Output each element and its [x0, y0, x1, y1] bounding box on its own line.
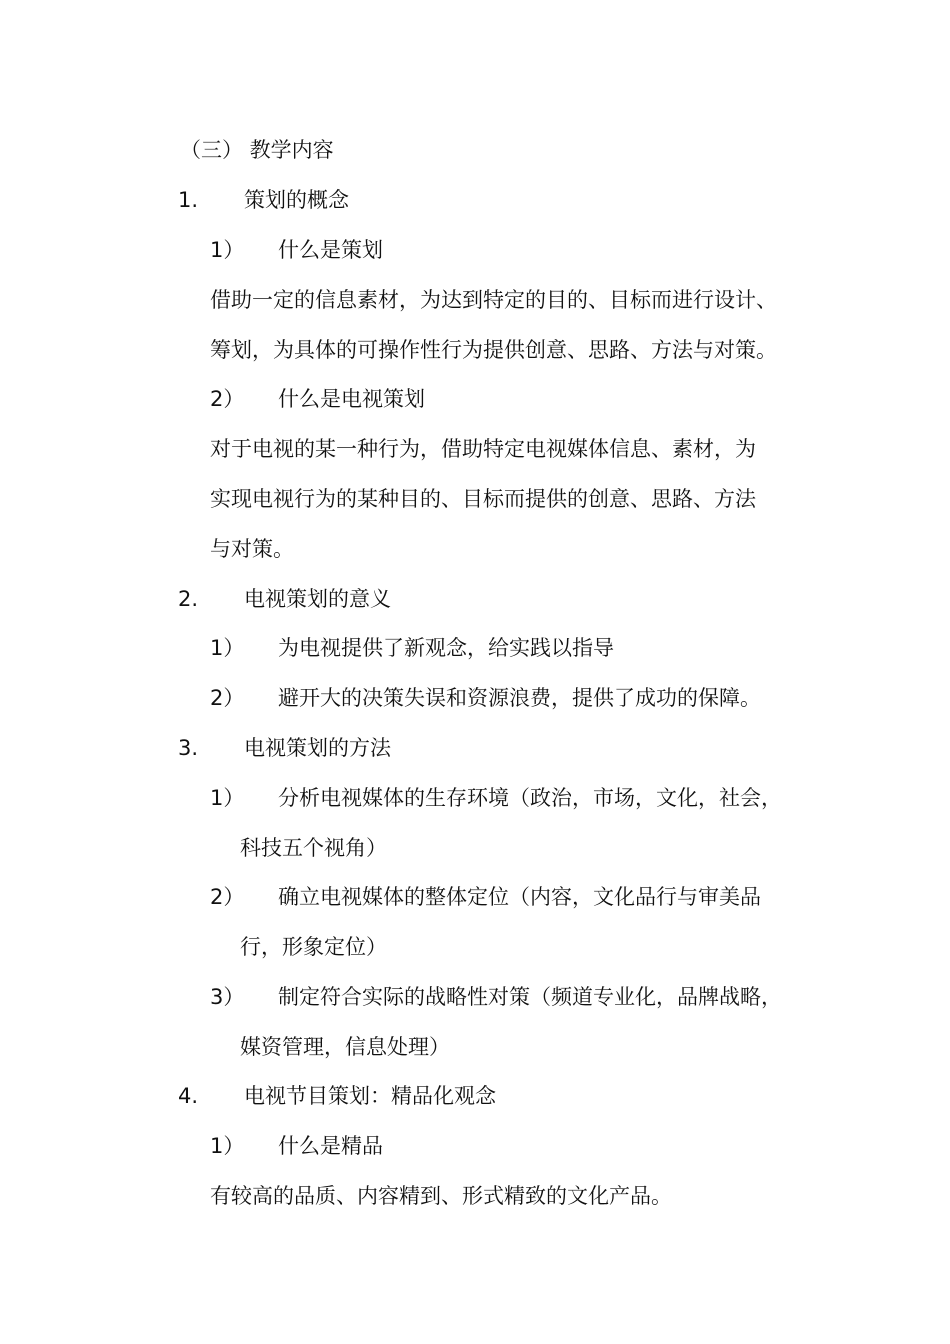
- section-heading: （三） 教学内容: [180, 138, 334, 162]
- item-1-sub-1-paragraph-line-1: 借助一定的信息素材，为达到特定的目的、目标而进行设计、: [210, 288, 777, 312]
- item-3-sub-2-title: 确立电视媒体的整体定位（内容，文化品行与审美品: [278, 885, 761, 909]
- item-3-sub-1-continuation: 科技五个视角）: [240, 836, 387, 860]
- item-4-sub-1-paragraph-line-1: 有较高的品质、内容精到、形式精致的文化产品。: [210, 1184, 672, 1208]
- item-3-sub-3-title: 制定符合实际的战略性对策（频道专业化，品牌战略，: [278, 985, 782, 1009]
- item-1-sub-2-paragraph-line-3: 与对策。: [210, 537, 294, 561]
- item-2-sub-1-title: 为电视提供了新观念，给实践以指导: [278, 636, 614, 660]
- item-4-sub-1-number: 1）: [210, 1134, 245, 1158]
- item-2-title: 电视策划的意义: [244, 587, 391, 611]
- item-2-sub-2-number: 2）: [210, 686, 245, 710]
- item-4-number: 4.: [178, 1084, 199, 1108]
- item-3-number: 3.: [178, 736, 199, 760]
- item-4-title: 电视节目策划：精品化观念: [244, 1084, 496, 1108]
- item-3-sub-2-number: 2）: [210, 885, 245, 909]
- item-4-sub-1-title: 什么是精品: [278, 1134, 383, 1158]
- item-2-sub-1-number: 1）: [210, 636, 245, 660]
- item-3-sub-3-continuation: 媒资管理，信息处理）: [240, 1035, 450, 1059]
- item-1-sub-2-number: 2）: [210, 387, 245, 411]
- item-1-sub-1-title: 什么是策划: [278, 238, 383, 262]
- item-3-sub-2-continuation: 行，形象定位）: [240, 935, 387, 959]
- item-1-sub-2-title: 什么是电视策划: [278, 387, 425, 411]
- item-3-sub-1-title: 分析电视媒体的生存环境（政治，市场，文化，社会，: [278, 786, 782, 810]
- item-1-sub-1-number: 1）: [210, 238, 245, 262]
- item-1-number: 1.: [178, 188, 199, 212]
- item-3-sub-1-number: 1）: [210, 786, 245, 810]
- item-3-sub-3-number: 3）: [210, 985, 245, 1009]
- item-1-sub-1-paragraph-line-2: 筹划，为具体的可操作性行为提供创意、思路、方法与对策。: [210, 338, 777, 362]
- item-2-sub-2-title: 避开大的决策失误和资源浪费，提供了成功的保障。: [278, 686, 761, 710]
- item-3-title: 电视策划的方法: [244, 736, 391, 760]
- item-1-sub-2-paragraph-line-2: 实现电视行为的某种目的、目标而提供的创意、思路、方法: [210, 487, 756, 511]
- item-1-sub-2-paragraph-line-1: 对于电视的某一种行为，借助特定电视媒体信息、素材，为: [210, 437, 756, 461]
- item-2-number: 2.: [178, 587, 199, 611]
- item-1-title: 策划的概念: [244, 188, 349, 212]
